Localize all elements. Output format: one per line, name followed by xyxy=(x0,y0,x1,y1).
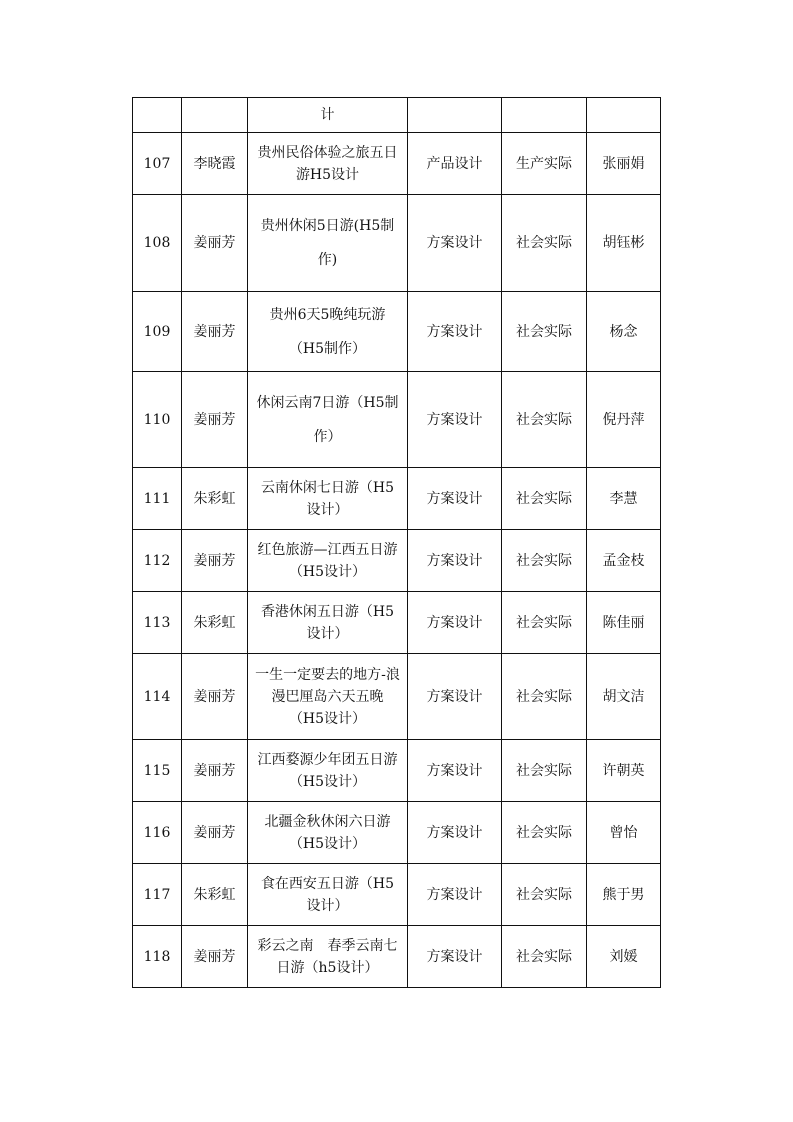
student-name: 刘媛 xyxy=(587,926,661,988)
student-name: 孟金枝 xyxy=(587,530,661,592)
project-category: 社会实际 xyxy=(502,195,587,292)
row-number: 112 xyxy=(133,530,182,592)
project-category: 社会实际 xyxy=(502,292,587,372)
project-type: 方案设计 xyxy=(408,468,502,530)
teacher-name: 朱彩虹 xyxy=(182,592,248,654)
row-number xyxy=(133,98,182,133)
teacher-name: 姜丽芳 xyxy=(182,740,248,802)
row-number: 114 xyxy=(133,654,182,740)
row-number: 110 xyxy=(133,372,182,468)
teacher-name: 姜丽芳 xyxy=(182,802,248,864)
project-table xyxy=(132,97,661,988)
project-title: 一生一定要去的地方-浪漫巴厘岛六天五晚（H5设计） xyxy=(248,654,408,740)
table-row xyxy=(133,926,661,988)
project-title: 贵州民俗体验之旅五日游H5设计 xyxy=(248,133,408,195)
row-number: 107 xyxy=(133,133,182,195)
project-category: 社会实际 xyxy=(502,468,587,530)
row-number: 109 xyxy=(133,292,182,372)
project-type: 方案设计 xyxy=(408,530,502,592)
project-category: 社会实际 xyxy=(502,654,587,740)
teacher-name: 朱彩虹 xyxy=(182,864,248,926)
project-type: 方案设计 xyxy=(408,292,502,372)
project-type: 产品设计 xyxy=(408,133,502,195)
project-type: 方案设计 xyxy=(408,740,502,802)
project-type: 方案设计 xyxy=(408,654,502,740)
table-row xyxy=(133,802,661,864)
row-number: 116 xyxy=(133,802,182,864)
project-title: 贵州6天5晚纯玩游（H5制作） xyxy=(248,292,408,372)
student-name xyxy=(587,98,661,133)
project-category: 社会实际 xyxy=(502,740,587,802)
student-name: 熊于男 xyxy=(587,864,661,926)
student-name: 胡文洁 xyxy=(587,654,661,740)
teacher-name: 朱彩虹 xyxy=(182,468,248,530)
project-type: 方案设计 xyxy=(408,926,502,988)
project-type: 方案设计 xyxy=(408,802,502,864)
project-title: 休闲云南7日游（H5制作） xyxy=(248,372,408,468)
student-name: 胡钰彬 xyxy=(587,195,661,292)
teacher-name xyxy=(182,98,248,133)
teacher-name: 姜丽芳 xyxy=(182,372,248,468)
project-title: 贵州休闲5日游(H5制作) xyxy=(248,195,408,292)
student-name: 倪丹萍 xyxy=(587,372,661,468)
student-name: 曾怡 xyxy=(587,802,661,864)
project-category: 社会实际 xyxy=(502,802,587,864)
table-row xyxy=(133,530,661,592)
student-name: 陈佳丽 xyxy=(587,592,661,654)
project-category: 社会实际 xyxy=(502,926,587,988)
row-number: 117 xyxy=(133,864,182,926)
teacher-name: 李晓霞 xyxy=(182,133,248,195)
student-name: 杨念 xyxy=(587,292,661,372)
project-type: 方案设计 xyxy=(408,864,502,926)
table-row xyxy=(133,292,661,372)
project-category: 社会实际 xyxy=(502,864,587,926)
project-title: 北疆金秋休闲六日游（H5设计） xyxy=(248,802,408,864)
table-row xyxy=(133,372,661,468)
project-title: 彩云之南 春季云南七日游（h5设计） xyxy=(248,926,408,988)
student-name: 许朝英 xyxy=(587,740,661,802)
teacher-name: 姜丽芳 xyxy=(182,654,248,740)
table-row xyxy=(133,133,661,195)
teacher-name: 姜丽芳 xyxy=(182,292,248,372)
project-type: 方案设计 xyxy=(408,195,502,292)
project-title: 食在西安五日游（H5设计） xyxy=(248,864,408,926)
project-category: 生产实际 xyxy=(502,133,587,195)
teacher-name: 姜丽芳 xyxy=(182,926,248,988)
table-row xyxy=(133,98,661,133)
row-number: 111 xyxy=(133,468,182,530)
project-title: 江西婺源少年团五日游（H5设计） xyxy=(248,740,408,802)
table-row xyxy=(133,740,661,802)
project-title: 红色旅游—江西五日游（H5设计） xyxy=(248,530,408,592)
project-title: 香港休闲五日游（H5设计） xyxy=(248,592,408,654)
project-type xyxy=(408,98,502,133)
project-category: 社会实际 xyxy=(502,372,587,468)
table-row xyxy=(133,654,661,740)
student-name: 李慧 xyxy=(587,468,661,530)
table-row xyxy=(133,195,661,292)
student-name: 张丽娟 xyxy=(587,133,661,195)
table-row xyxy=(133,592,661,654)
row-number: 108 xyxy=(133,195,182,292)
row-number: 118 xyxy=(133,926,182,988)
project-category xyxy=(502,98,587,133)
teacher-name: 姜丽芳 xyxy=(182,530,248,592)
row-number: 113 xyxy=(133,592,182,654)
table-row xyxy=(133,864,661,926)
project-type: 方案设计 xyxy=(408,592,502,654)
teacher-name: 姜丽芳 xyxy=(182,195,248,292)
project-title: 计 xyxy=(248,98,408,133)
row-number: 115 xyxy=(133,740,182,802)
project-category: 社会实际 xyxy=(502,592,587,654)
table-row xyxy=(133,468,661,530)
project-category: 社会实际 xyxy=(502,530,587,592)
project-type: 方案设计 xyxy=(408,372,502,468)
project-title: 云南休闲七日游（H5设计） xyxy=(248,468,408,530)
